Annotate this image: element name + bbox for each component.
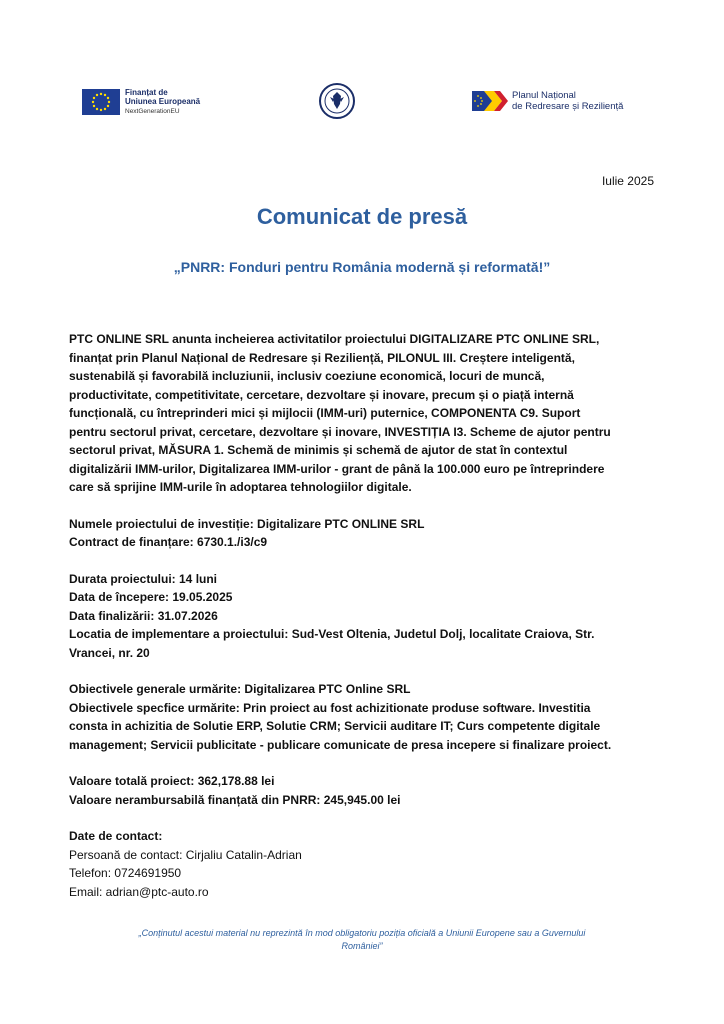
- specific-objectives-line: consta in achizitia de Solutie ERP, Solutie CRM; Servicii auditare IT; Curs competente digitale: [69, 719, 601, 733]
- page-title: Comunicat de presă: [256, 204, 468, 229]
- intro-line: productivitate, competitivitate, cercetare, dezvoltare și inovare, precum și o piață internă: [69, 387, 574, 402]
- location-line: Vrancei, nr. 20: [69, 645, 150, 660]
- intro-line: care să sprijine IMM-urile în adoptarea tehnologiilor digitale.: [69, 480, 412, 494]
- end-date: Data finalizării: 31.07.2026: [69, 608, 218, 623]
- specific-objectives-line: Obiectivele specfice urmărite: Prin proiect au fost achizitionate produse software. Investitia: [69, 700, 591, 715]
- start-date: Data de începere: 19.05.2025: [69, 590, 233, 604]
- romanian-government-seal-icon: [318, 82, 356, 120]
- disclaimer-line: României”: [341, 941, 383, 951]
- contact-heading: Date de contact:: [69, 829, 163, 843]
- location-line: Locatia de implementare a proiectului: Sud-Vest Oltenia, Judetul Dolj, localitate Craiova, Str.: [69, 627, 595, 641]
- eu-line1: Finanțat de: [125, 88, 168, 97]
- intro-line: digitalizării IMM-urilor, Digitalizarea IMM-urilor - grant de până la 100.000 euro pe întreprindere: [69, 461, 605, 476]
- disclaimer-footer: [75, 927, 649, 953]
- disclaimer-line: „Conținutul acestui material nu reprezintă în mod obligatoriu poziția oficială a Uniunii Europene sau a Guvernului: [138, 928, 586, 938]
- contact-email: Email: adrian@ptc-auto.ro: [69, 884, 209, 899]
- grant-value: Valoare nerambursabilă finanțată din PNRR: 245,945.00 lei: [69, 792, 401, 807]
- eu-flag-icon: [82, 89, 120, 115]
- project-duration: Durata proiectului: 14 luni: [69, 571, 218, 586]
- eu-line3: NextGenerationEU: [125, 108, 180, 115]
- intro-line: PTC ONLINE SRL anunta incheierea activitatilor proiectului DIGITALIZARE PTC ONLINE SRL,: [69, 332, 600, 346]
- page-subtitle: „PNRR: Fonduri pentru România modernă și reformată!”: [173, 259, 551, 275]
- press-release-body: [69, 330, 659, 901]
- header-logos: [0, 80, 724, 124]
- intro-line: sustenabilă și favorabilă incluziunii, inclusiv coeziune economică, locuri de muncă,: [69, 369, 545, 383]
- specific-objectives-line: management; Servicii publicitate - publicare comunicate de presa incepere si finalizare proiect.: [69, 737, 612, 752]
- intro-line: pentru sectorul privat, cercetare, dezvoltare și inovare, INVESTIȚIA I3. Scheme de ajutor pentru: [69, 424, 611, 439]
- contact-phone: Telefon: 0724691950: [69, 866, 182, 880]
- eu-line2: Uniunea Europeană: [125, 97, 201, 106]
- project-name: Numele proiectului de investiție: Digitalizare PTC ONLINE SRL: [69, 516, 425, 531]
- intro-line: sectorul privat, MĂSURA 1. Schemă de minimis și schemă de ajutor de stat în contextul: [69, 443, 568, 457]
- total-value: Valoare totală proiect: 362,178.88 lei: [69, 774, 275, 788]
- pnrr-line1: Planul Național: [512, 90, 576, 101]
- contact-person: Persoană de contact: Cirjaliu Catalin-Adrian: [69, 847, 302, 862]
- release-date: Iulie 2025: [601, 174, 654, 188]
- intro-paragraph: [69, 330, 659, 497]
- pnrr-line2: de Redresare și Reziliență: [512, 101, 624, 112]
- pnrr-logo: [472, 90, 623, 112]
- general-objectives: Obiectivele generale urmărite: Digitalizarea PTC Online SRL: [69, 682, 411, 696]
- pnrr-flag-icon: [472, 91, 508, 111]
- eu-funding-logo: [82, 88, 200, 116]
- contract-number: Contract de finanțare: 6730.1./i3/c9: [69, 535, 268, 549]
- intro-line: finanțat prin Planul Național de Redresare și Reziliență, PILONUL III. Creștere inteligentă,: [69, 350, 575, 365]
- intro-line: funcțională, cu întreprinderi mici și mijlocii (IMM-uri) puternice, COMPONENTA C9. Suport: [69, 406, 581, 420]
